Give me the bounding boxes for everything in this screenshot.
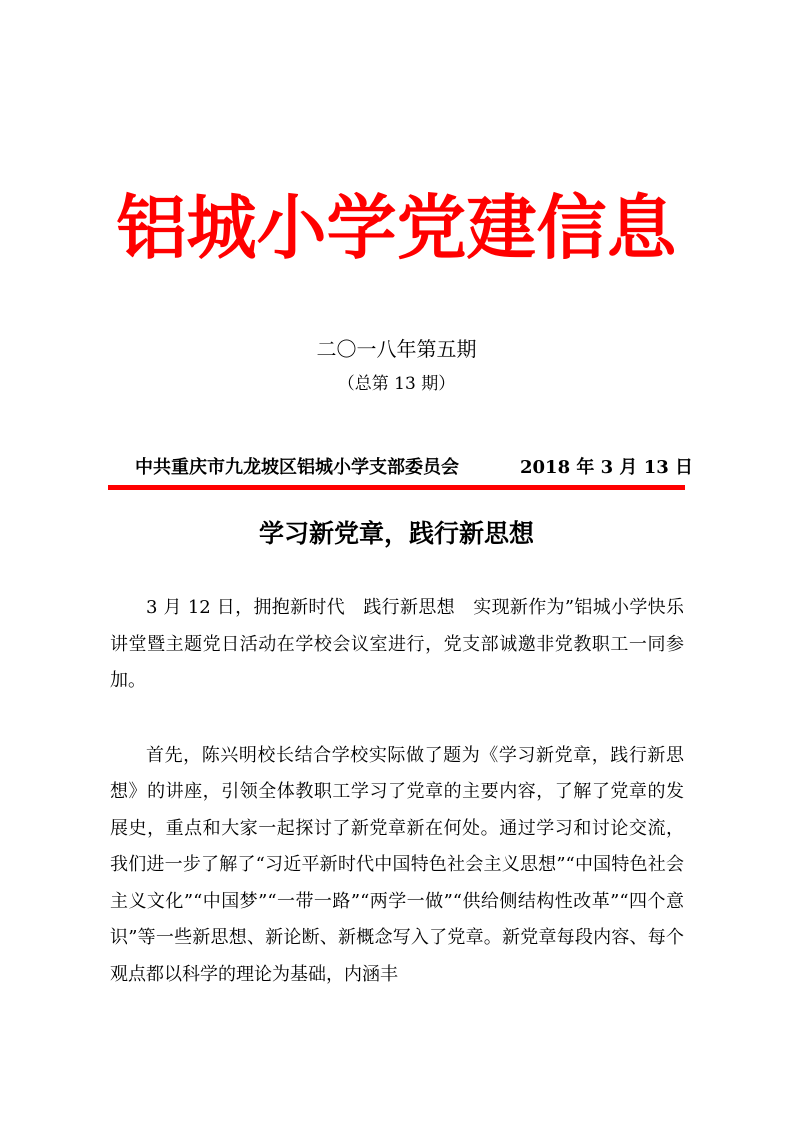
total-issue-number: （总第 13 期） bbox=[337, 374, 456, 394]
byline bbox=[135, 455, 694, 481]
article-paragraph-2: 首先，陈兴明校长结合学校实际做了题为《学习新党章，践行新思想》的讲座，引领全体教职工学习了党章的主要内容，了解了党章的发展史，重点和大家一起探讨了新党章新在何处。通过学习和讨论交流，我们进一步了解了“习近平新时代中国特色社会主义思想”“中国特色社会主义文化”“中国梦”“一带一路”“两学一做”“供给侧结构性改革”“四个意识”等一些新思想、新论断、新概念写入了党章。新党章每段内容、每个观点都以科学的理论为基础，内涵丰 bbox=[110, 744, 684, 985]
article-paragraph-1: 3 月 12 日，拥抱新时代 践行新思想 实现新作为”铝城小学快乐讲堂暨主题党日活动在学校会议室进行，党支部诚邀非党教职工一同参加。 bbox=[110, 597, 684, 691]
issue-date: 2018 年 3 月 13 日 bbox=[520, 457, 694, 478]
article-headline: 学习新党章，践行新思想 bbox=[258, 519, 534, 548]
issuing-organization: 中共重庆市九龙坡区铝城小学支部委员会 bbox=[135, 457, 459, 478]
article-body bbox=[110, 590, 684, 993]
issue-number: 二〇一八年第五期 bbox=[316, 337, 477, 361]
masthead-title: 铝城小学党建信息 bbox=[116, 187, 677, 269]
header-divider bbox=[108, 485, 685, 490]
